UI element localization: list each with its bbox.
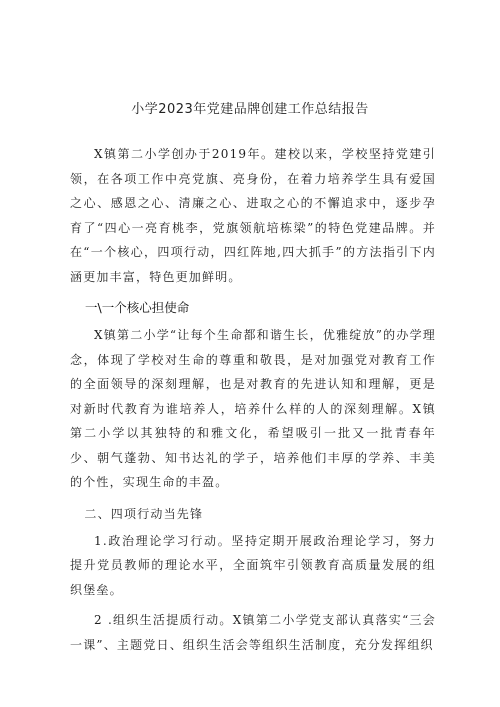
- section-heading-two: 二、四项行动当先锋: [84, 506, 204, 521]
- document-title: 小学2023年党建品牌创建工作总结报告: [131, 102, 369, 117]
- intro-paragraph: X镇第二小学创办于2019年。建校以来，学校坚持党建引领，在各项工作中亮党旗、亮身份，在着力培养学生具有爱国之心、感恩之心、清廉之心、进取之心的不懈追求中，逐步孕育了“四心一亮育桃李，党旗领航培栋梁”的特色党建品牌。并在“一个核心，四项行动，四红阵地,四大抓手”的方法指引下内涵更加丰富，特色更加鲜明。: [70, 147, 436, 284]
- section-one-paragraph: X镇第二小学“让每个生命都和谐生长，优雅绽放”的办学理念，体现了学校对生命的尊重和敬畏，是对加强党对教育工作的全面领导的深刻理解，也是对教育的先进认知和理解，更是对新时代教育为谁培养人，培养什么样的人的深刻理解。X镇第二小学以其独特的和雅文化，希望吸引一批又一批青春年少、朝气蓬勃、知书达礼的学子，培养他们丰厚的学养、丰美的个性，实现生命的丰盈。: [70, 328, 436, 489]
- action-item-2: 2 .组织生活提质行动。X镇第二小学党支部认真落实“三会一课”、主题党日、组织生活会等组织生活制度，充分发挥组织: [70, 613, 436, 652]
- document-body: [70, 142, 436, 663]
- section-heading-one: 一\一个核心担使命: [85, 300, 190, 315]
- action-item-1: 1.政治理论学习行动。坚持定期开展政治理论学习，努力提升党员教师的理论水平，全面筑牢引领教育高质量发展的组织堡垒。: [70, 533, 436, 597]
